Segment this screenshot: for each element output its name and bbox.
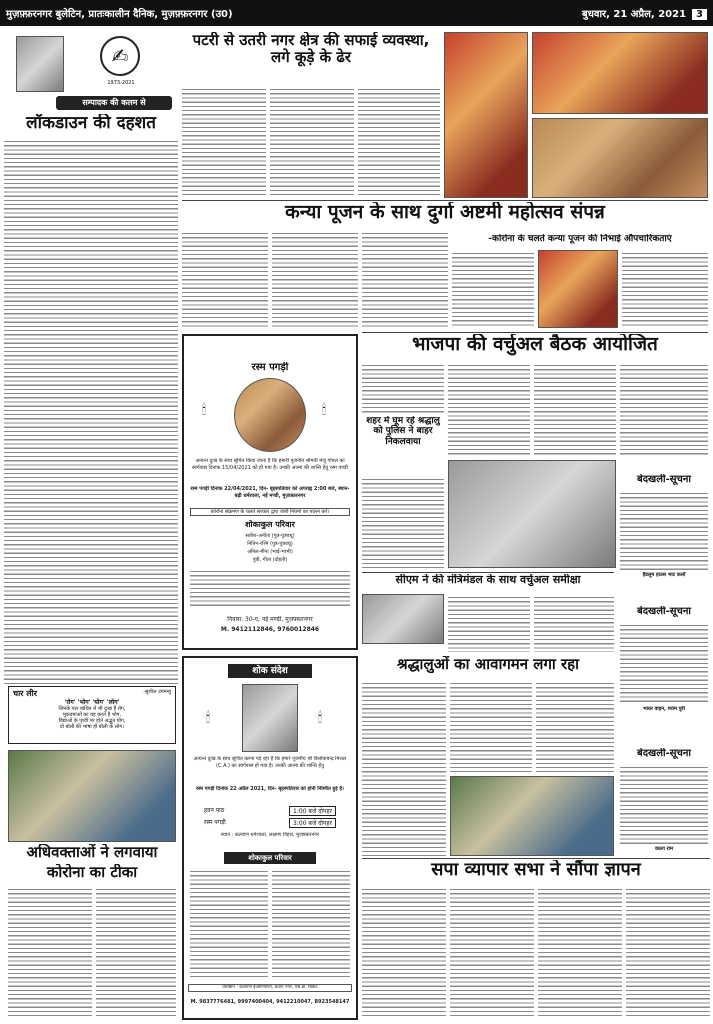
cm-body-2	[534, 594, 614, 652]
shraddha-photo	[450, 776, 614, 856]
editorial-band: सम्पादक की कलम से	[56, 96, 172, 110]
bjp-side-headline: शहर में घूम रहे श्रद्धालु को पुलिस ने बाहर निकलवाया	[366, 416, 440, 447]
advocates-headline-1: अधिवक्ताओं ने लगवाया	[26, 844, 158, 861]
rasm-pagdi-box	[182, 334, 358, 650]
pagdi-row	[204, 818, 336, 828]
shok-sandesh-box	[182, 656, 358, 1020]
sapa-headline: सपा व्यापार सभा ने सौंपा ज्ञापन	[431, 860, 641, 880]
lamp-icon: 🕯	[318, 710, 322, 726]
poem-title: चार लीर	[13, 689, 37, 698]
lamp-icon: 🕯	[322, 402, 326, 418]
shraddha-body-3	[536, 680, 614, 772]
bjp-headline: भाजपा की वर्चुअल बैठक आयोजित	[412, 334, 658, 355]
bedakhli-body	[620, 764, 708, 844]
rule	[362, 332, 708, 333]
pagdi-label: रस्म पगड़ी	[204, 819, 226, 826]
editorial-section	[4, 30, 178, 684]
bedakhli-firm: काला राम	[655, 846, 673, 852]
rasm-body: अत्यन्त दुःख के साथ सूचित किया जाता है कि हमारी पूजनीय श्रीमती मंजू गोयल का स्वर्गवास दिनांक 15/04/2021 को हो गया है। उनकी आत्मा की शान्ति हेतु रस्म पगड़ी	[191, 458, 349, 471]
advocates-photo	[8, 750, 176, 842]
kanya-headline: कन्या पूजन के साथ दुर्गा अष्टमी महोत्सव संपन्न	[285, 202, 605, 223]
rasm-phone: M. 9412112846, 9760012846	[220, 626, 320, 633]
shok-family-col-1	[190, 868, 268, 978]
editor-photo	[16, 36, 64, 92]
shok-title: शोक संदेश	[228, 664, 312, 678]
deceased-portrait	[234, 378, 306, 452]
cm-headline: सीएम ने की मंत्रिमंडल के साथ वर्चुअल समीक्षा	[395, 574, 581, 586]
kanya-body-3	[362, 230, 448, 328]
bedakhli-body	[620, 490, 708, 570]
rasm-address: निवास: 30-ए, नई मण्डी, मुज़फ़्फ़रनगर	[227, 616, 313, 623]
bedakhli-title: बेदखली-सूचना	[637, 606, 691, 617]
kanya-photo-1	[538, 250, 618, 328]
page-header	[0, 0, 713, 26]
cleanliness-body-1	[182, 86, 266, 196]
cm-body-1	[448, 594, 530, 652]
sapa-body-4	[626, 886, 710, 1018]
pagdi-time: 3:00 बजे दोपहर	[289, 818, 336, 828]
rule	[182, 200, 708, 201]
poem-line: मुकदमाओं का यह करते हैं भोग,	[62, 712, 122, 719]
shraddha-body-2	[450, 680, 532, 772]
advocates-headline-2: कोरोना का टीका	[46, 864, 138, 881]
kanya-body-1	[182, 230, 268, 328]
durga-idol-photo	[444, 32, 528, 198]
shok-venue: स्थान : कल्याण धर्मशाला, लक्ष्मण विहार, मुज़फ़्फ़रनगर	[220, 832, 320, 838]
advocates-body	[8, 886, 92, 1018]
poem-line: दो बोली की भाषा हो बोली के लोग।	[59, 724, 125, 731]
bjp-body-4	[620, 362, 708, 456]
shok-family-title: शोकाकुल परिवार	[224, 852, 316, 864]
bjp-body-2	[448, 362, 530, 456]
shok-time: रस्म पगड़ी दिनांक 22 अप्रैल 2021, दिन- बृहस्पतिवार को होनी निश्चित हुई है।	[196, 786, 344, 792]
shok-phones: M. 9837776481, 9997400404, 9412210047, 8923548147	[190, 999, 350, 1005]
rasm-notice: कोरोना संक्रमण के चलते सरकार द्वारा जारी नियमों का पालन करें।	[190, 508, 350, 516]
editorial-body	[4, 138, 178, 684]
cm-photo	[362, 594, 444, 644]
shok-family-col-2	[272, 868, 350, 978]
havan-row	[204, 806, 336, 816]
masthead-text: मुज़फ़्फ़रनगर बुलेटिन, प्रातःकालीन दैनिक, मुज़फ़्फ़रनगर (उ0)	[6, 9, 233, 20]
poem-line: 'रोग' 'भोग' 'योग' 'लोग'	[64, 699, 120, 707]
rasm-title: रस्म पगड़ी	[251, 362, 289, 373]
poem-author: -सुशील उपमन्यु	[143, 689, 171, 695]
rasm-time: रस्म पगड़ी दिनांक 22/04/2021, दिन- बृहस्पतिवार को अपराह्न 2:00 बजे, स्थान- बढ़ी धर्मशाला, नई मण्डी, मुज़फ़्फ़रनगर	[190, 486, 350, 499]
deceased-photo	[242, 684, 298, 752]
bjp-side-body	[362, 476, 444, 568]
lamp-icon: 🕯	[202, 402, 206, 418]
bedakhli-column	[618, 460, 710, 910]
poem-line: जिनके पल व्यथित में भी दुःख हैं रोग,	[58, 706, 126, 713]
rasm-family-member: सतीश-अनीता (पुत्र-पुत्रवधू)	[245, 533, 295, 539]
poem-line: विद्याओं के पृथ्वी पर होते अद्भुत योग,	[58, 718, 126, 725]
rasm-family-title: शोकाकुल परिवार	[245, 520, 295, 529]
sapa-body-1	[362, 886, 446, 1018]
bedakhli-body	[620, 622, 708, 704]
rasm-family-list	[190, 568, 350, 608]
pen-logo-icon: ✍	[100, 36, 140, 76]
kanya-body-5	[622, 250, 708, 328]
poem-box	[8, 686, 176, 744]
kanya-body-4	[452, 250, 534, 328]
bedakhli-firm: भारत वाहन, श्याम पुरी	[643, 706, 685, 712]
kanya-subheadline: -कोरोना के चलते कन्या पूजन की निभाई औपचारिकताएं	[488, 234, 672, 244]
puja-photo-2	[532, 118, 708, 198]
rasm-family-member: नितिन-रश्मि (पुत्र-पुत्रवधू)	[247, 541, 293, 547]
rule	[362, 572, 614, 573]
cleanliness-headline: पटरी से उतरी नगर क्षेत्र की सफाई व्यवस्था, लगे कूड़े के ढेर	[192, 32, 430, 67]
cleanliness-body-3	[358, 86, 440, 196]
page-number: 3	[692, 9, 707, 20]
cleanliness-body-2	[270, 86, 354, 196]
bjp-body-3	[534, 362, 616, 456]
shraddha-headline: श्रद्धालुओं का आवागमन लगा रहा	[396, 656, 580, 673]
advocates-body-2	[96, 886, 176, 1018]
puja-photo-1	[532, 32, 708, 114]
bjp-body-1	[362, 362, 444, 414]
rasm-family-member: पुत्री, गीता (दोहती)	[252, 557, 288, 563]
lamp-icon: 🕯	[206, 710, 210, 726]
havan-time: 1:00 बजे दोपहर	[289, 806, 336, 816]
rule	[362, 858, 710, 859]
bedakhli-firm: हैंडलूम हाउस भाट कलाँ	[642, 572, 686, 578]
sapa-body-3	[538, 886, 622, 1018]
bedakhli-title: बेदखली-सूचना	[637, 748, 691, 759]
virtual-meeting-photo	[448, 460, 616, 568]
logo-year: 1973-2021	[107, 80, 135, 86]
bedakhli-title: बेदखली-सूचना	[637, 474, 691, 485]
kanya-body-2	[272, 230, 358, 328]
editorial-headline: लॉकडाउन की दहशत	[26, 114, 156, 133]
shok-footer: प्रतिष्ठान : कल्याण इंजीनियरिंग, प्रताप नगर, एस.डी. मार्केट	[188, 984, 352, 992]
shok-body: अत्यन्त दुःख के साथ सूचित करना पड़ रहा है कि हमारे पूजनीय श्री त्रिलोकचन्द्र मित्तल (C.A.) का स्वर्गवास हो गया है। उनकी आत्मा की शान्ति हेतु	[193, 756, 347, 769]
shraddha-body-1	[362, 680, 446, 856]
rasm-family-member: अनिल-मीना (भाई-भाभी)	[247, 549, 293, 555]
page-date: बुधवार, 21 अप्रैल, 2021	[582, 9, 687, 20]
havan-label: हवन पाठ	[204, 807, 225, 814]
sapa-body-2	[450, 886, 534, 1018]
